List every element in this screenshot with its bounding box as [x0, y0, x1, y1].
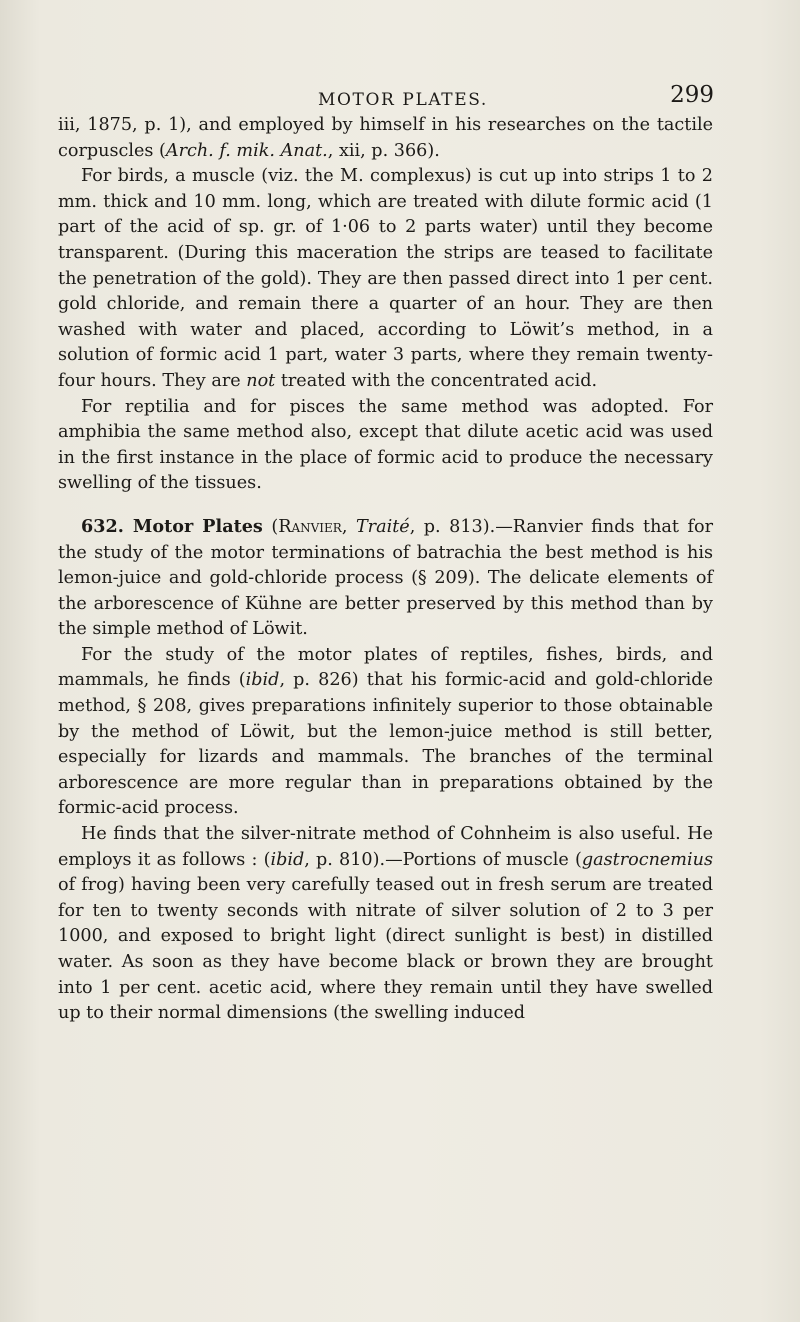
page-header — [0, 82, 800, 112]
paragraph — [58, 113, 713, 164]
text-run: For the study of the motor plates of reptiles, fishes, birds, and mammals, he finds ( — [58, 644, 713, 691]
italic-text: Traité — [355, 516, 410, 537]
text-run: , p. 813).—Ranvier finds that for the study of the motor terminations of batrachia the best method is his lemon-juice and gold-chloride process (§ 209). The delicate elements of the arborescence of Kühne are better preserved by this method than by the simple method of Löwit. — [58, 516, 714, 640]
paragraph — [58, 395, 713, 497]
section-gap — [58, 497, 713, 514]
text-run: iii, 1875, p. 1), and employed by himself in his researches on the tactile corpuscles ( — [58, 115, 713, 161]
body-text — [58, 113, 713, 1027]
paragraph — [58, 164, 713, 394]
running-title: MOTOR PLATES. — [318, 90, 488, 110]
author-name: Ranvier — [278, 516, 342, 537]
paragraph — [58, 822, 713, 1027]
italic-text: gastrocnemius — [581, 849, 713, 870]
page-number: 299 — [670, 82, 714, 108]
paragraph — [58, 514, 713, 643]
section-heading: 632. Motor Plates — [81, 515, 263, 537]
italic-text: not — [246, 370, 276, 391]
text-run: ( — [262, 516, 279, 537]
paragraph — [58, 643, 713, 822]
italic-text: Arch. f. mik. Anat. — [165, 140, 328, 161]
text-run: , p. 826) that his formic-acid and gold-chloride method, § 208, gives preparations infinitely superior to those obtainable by the method of Löwit, but the lemon-juice method is still better, especially for lizards and mammals. The branches of the terminal arborescence are more regular than in preparations obtained by the formic-acid process. — [58, 670, 713, 819]
text-run: For birds, a muscle (viz. the M. complexus) is cut up into strips 1 to 2 mm. thick and 10 mm. long, which are treated with dilute formic acid (1 part of the acid of sp. gr. of 1·06 to 2 parts water) until they become transparent. (During this maceration the strips are teased to facilitate the penetration of the gold). They are then passed direct into 1 per cent. gold chloride, and remain there a quarter of an hour. They are then washed with water and placed, according to Löwit’s method, in a solution of formic acid 1 part, water 3 parts, where they remain twenty-four hours. They are — [58, 166, 713, 391]
italic-text: ibid — [270, 849, 305, 870]
text-run: He finds that the silver-nitrate method of Cohnheim is also useful. He employs it as follows : ( — [58, 824, 713, 870]
text-run: , p. 810).—Portions of muscle ( — [304, 849, 582, 870]
italic-text: ibid — [245, 670, 280, 691]
text-run: , xii, p. 366). — [327, 140, 440, 161]
text-run: For reptilia and for pisces the same method was adopted. For amphibia the same method also, except that dilute acetic acid was used in the first instance in the place of formic acid to produce the necessary swelling of the tissues. — [58, 396, 713, 494]
text-run: , — [341, 516, 356, 537]
text-run: treated with the concentrated acid. — [275, 370, 598, 391]
text-run: of frog) having been very carefully teased out in fresh serum are treated for ten to twenty seconds with nitrate of silver solution of 2 to 3 per 1000, and exposed to bright light (direct sunlight is best) in distilled water. As soon as they have become black or brown they are brought into 1 per cent. acetic acid, where they remain until they have swelled up to their normal dimensions (the swelling induced — [58, 875, 713, 1024]
